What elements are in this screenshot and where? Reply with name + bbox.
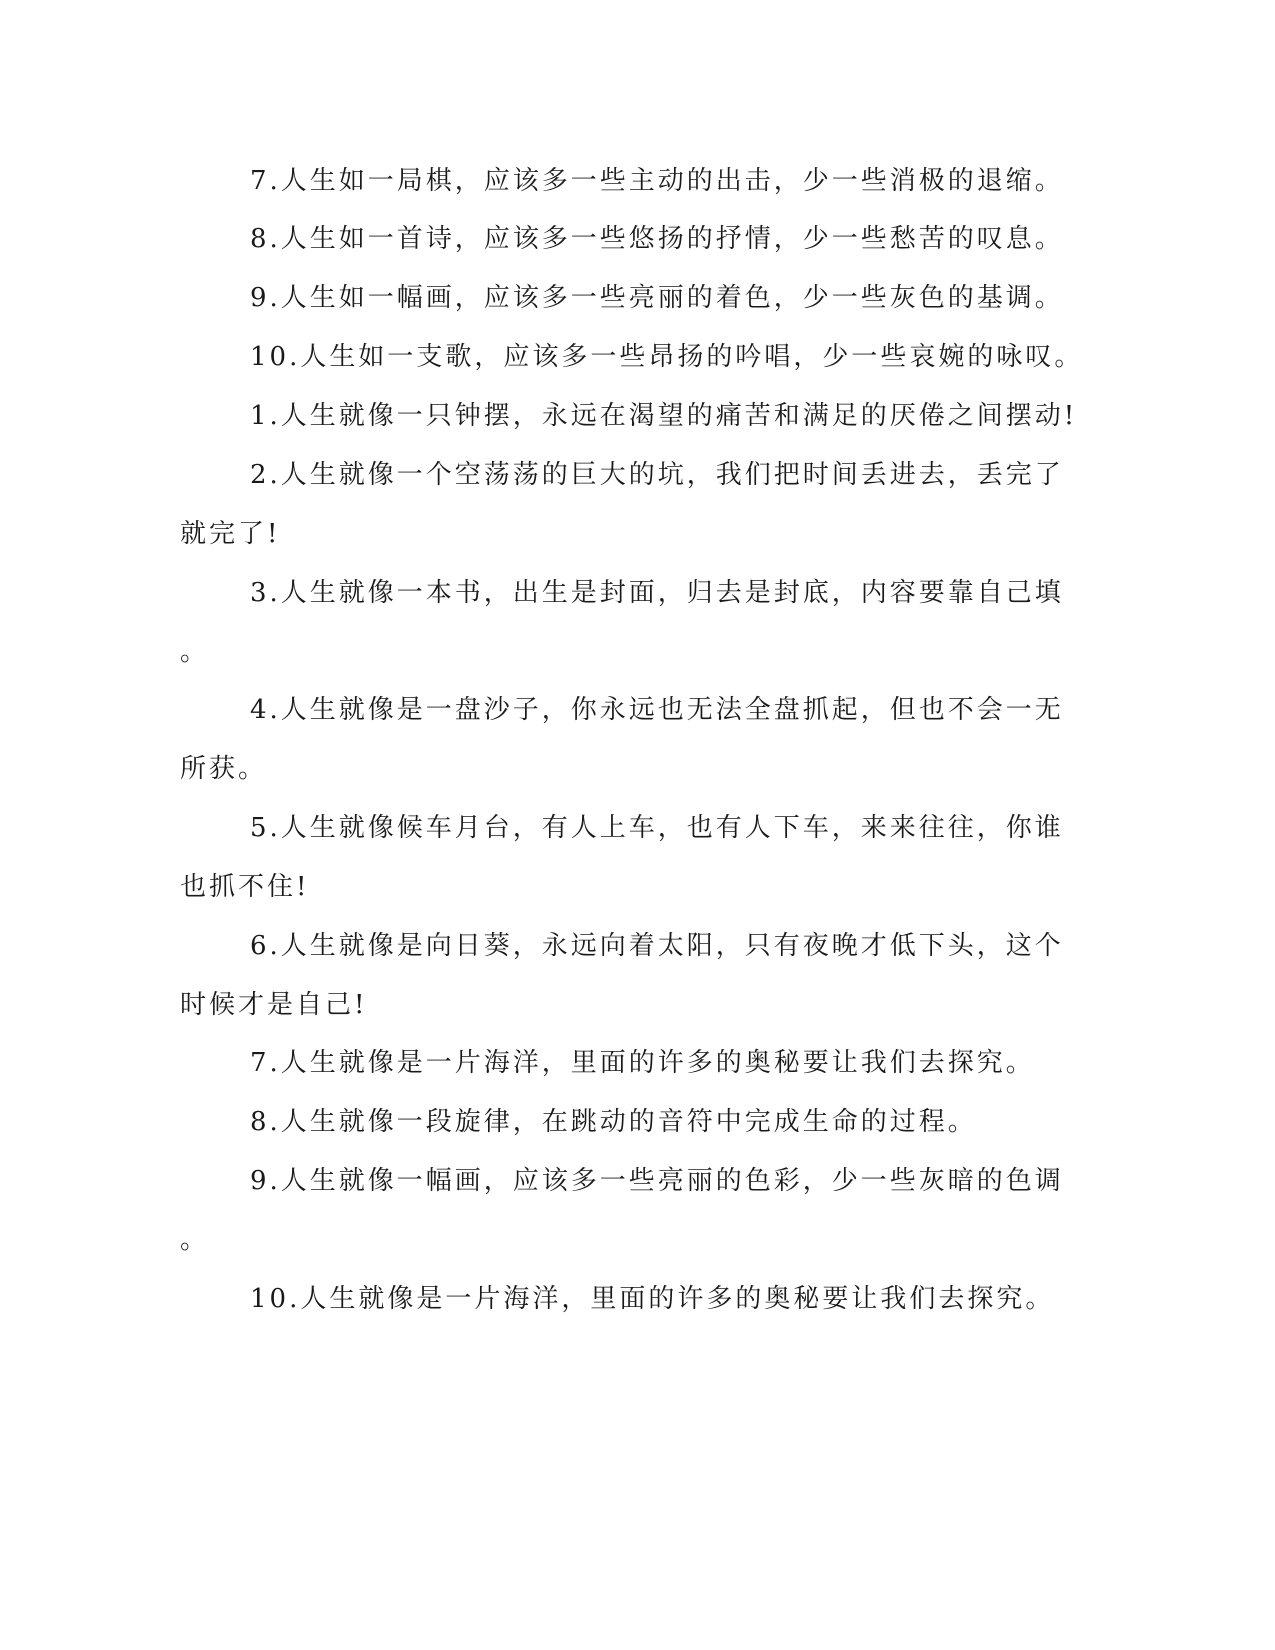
- text-line: 所获。: [180, 754, 268, 784]
- text-line: 5.人生就像候车月台，有人上车，也有人下车，来来往往，你谁: [250, 813, 1064, 843]
- text-line: 9.人生就像一幅画，应该多一些亮丽的色彩，少一些灰暗的色调: [250, 1166, 1064, 1196]
- text-line: 6.人生就像是向日葵，永远向着太阳，只有夜晚才低下头，这个: [250, 931, 1064, 961]
- text-line: 。: [180, 1225, 210, 1255]
- text-line: 2.人生就像一个空荡荡的巨大的坑，我们把时间丢进去，丢完了: [250, 460, 1064, 490]
- text-line: 10.人生就像是一片海洋，里面的许多的奥秘要让我们去探究。: [250, 1284, 1055, 1314]
- text-line: 7.人生就像是一片海洋，里面的许多的奥秘要让我们去探究。: [250, 1048, 1035, 1078]
- text-line: 3.人生就像一本书，出生是封面，归去是封底，内容要靠自己填: [250, 578, 1064, 608]
- text-line: 8.人生就像一段旋律，在跳动的音符中完成生命的过程。: [250, 1107, 977, 1137]
- text-line: 9.人生如一幅画，应该多一些亮丽的着色，少一些灰色的基调。: [250, 283, 1064, 313]
- text-line: 8.人生如一首诗，应该多一些悠扬的抒情，少一些愁苦的叹息。: [250, 224, 1064, 254]
- text-line: 4.人生就像是一盘沙子，你永远也无法全盘抓起，但也不会一无: [250, 695, 1064, 725]
- text-line: 7.人生如一局棋，应该多一些主动的出击，少一些消极的退缩。: [250, 166, 1064, 196]
- text-line: 10.人生如一支歌，应该多一些昂扬的吟唱，少一些哀婉的咏叹。: [250, 342, 1084, 372]
- text-line: 时候才是自己!: [180, 990, 368, 1020]
- text-line: 就完了!: [180, 519, 281, 549]
- text-line: 也抓不住!: [180, 872, 310, 902]
- text-line: 1.人生就像一只钟摆，永远在渴望的痛苦和满足的厌倦之间摆动!: [250, 401, 1078, 431]
- text-line: 。: [180, 637, 210, 667]
